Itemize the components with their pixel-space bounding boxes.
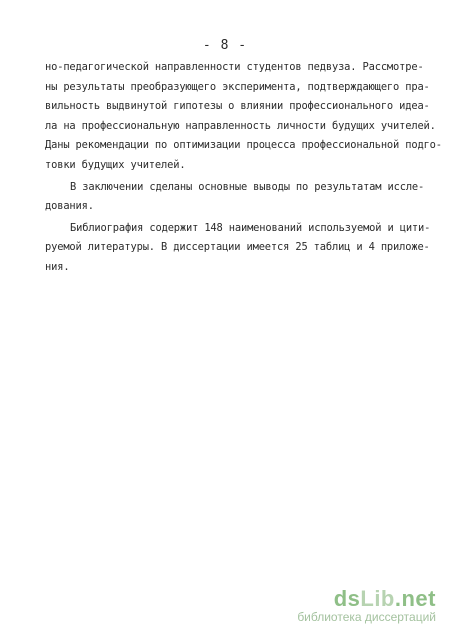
text-line: дования. <box>45 200 94 213</box>
text-line: ны результаты преобразующего эксперимента, подтверждающего пра- <box>45 80 430 93</box>
document-body <box>45 58 442 278</box>
text-line: В заключении сделаны основные выводы по результатам иссле- <box>70 180 425 193</box>
text-line: ла на профессиональную направленность личности будущих учителей. <box>45 119 436 132</box>
text-line: но-педагогической направленности студентов педвуза. Рассмотре- <box>45 61 424 73</box>
paragraph-2 <box>45 178 425 217</box>
text-line: руемой литературы. В диссертации имеется 25 таблиц и 4 приложе- <box>45 241 430 254</box>
text-line: товки будущих учителей. <box>45 158 186 171</box>
paragraph-1 <box>45 58 442 176</box>
page-number: - 8 - <box>202 38 248 53</box>
text-line: Библиография содержит 148 наименований используемой и цити- <box>70 221 431 234</box>
text-line: Даны рекомендации по оптимизации процесса профессиональной подго- <box>45 139 442 152</box>
paragraph-3 <box>45 219 431 278</box>
watermark <box>297 588 436 624</box>
text-line: ния. <box>45 260 70 273</box>
watermark-logo: dsLib.net <box>333 586 436 611</box>
watermark-tagline: библиотека диссертаций <box>297 610 436 624</box>
text-line: вильность выдвинутой гипотезы о влиянии профессионального идеа- <box>45 100 430 113</box>
